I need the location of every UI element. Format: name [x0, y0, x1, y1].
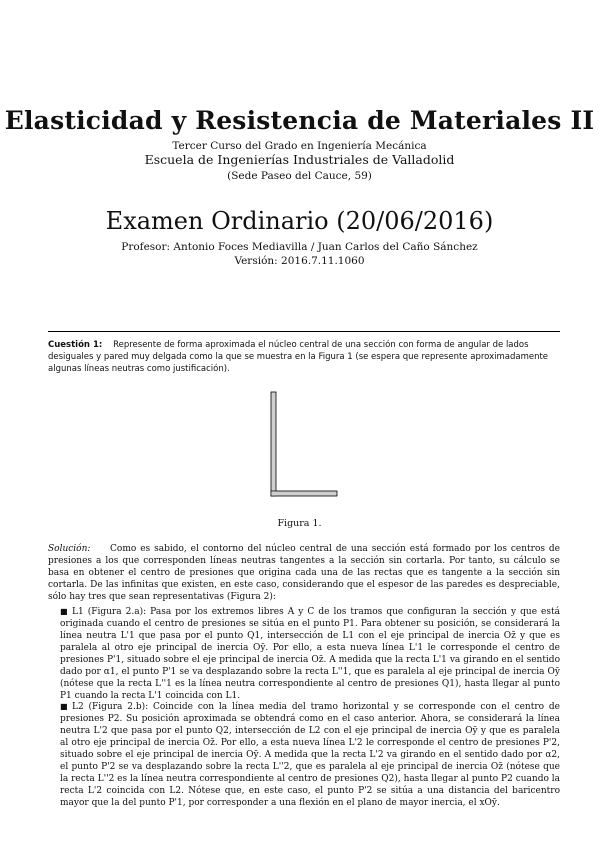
version-line: Versión: 2016.7.11.1060 [234, 255, 365, 267]
flange-corner [271, 491, 275, 495]
question-label: Cuestión 1: [48, 340, 103, 350]
document-title: Elasticidad y Resistencia de Materiales II [4, 106, 595, 135]
campus-line: (Sede Paseo del Cauce, 59) [227, 170, 372, 182]
section-divider [48, 331, 560, 332]
horizontal-flange [271, 491, 337, 496]
school-line: Escuela de Ingenierías Industriales de Valladolid [144, 152, 455, 167]
vertical-flange [271, 392, 276, 496]
list-item [60, 701, 560, 809]
exam-title: Examen Ordinario (20/06/2016) [105, 207, 494, 235]
solution-paragraph [48, 543, 560, 603]
professors-line: Profesor: Antonio Foces Mediavilla / Juan Carlos del Caño Sánchez [121, 241, 478, 253]
angle-section-figure [265, 390, 345, 500]
bullet-text-l2: L2 (Figura 2.b): Coincide con la línea media del tramo horizontal y se corresponde con el centro de presiones P2. Su posición aproximada se obtendrá como en el caso anterior. Ahora, se considerará la línea neutra L'2 que pasa por el punto Q2, intersección de L2 con el eje principal de inercia Oȳ y que es paralela al otro eje principal de inercia Oz̄. Por ello, a esta nueva línea L'2 le corresponde el centro de presiones P'2, situado sobre el eje principal de inercia Oȳ. A medida que la recta L'2 va girando en el sentido dado por α2, el punto P'2 se va desplazando sobre la recta L''2, que es paralela al eje principal de inercia Oz̄ (nótese que la recta L''2 es la línea neutra correspondiente al centro de presiones Q2), hasta llegar al punto P2 cuando la recta L'2 coincida con L2. Nótese que, en este caso, el punto P'2 se sitúa a una distancia del baricentro mayor que la del punto P'1, por corresponder a una flexión en el plano de mayor inercia, el xOȳ. [60, 702, 560, 808]
solution-label: Solución: [48, 544, 91, 554]
bullet-icon: ■ [60, 702, 68, 711]
question-text: Represente de forma aproximada el núcleo central de una sección con forma de angular de lados desiguales y pared muy delgada como la que se muestra en la Figura 1 (se espera que represente aproximadamente algunas líneas neutras como justificación). [48, 340, 549, 374]
course-line: Tercer Curso del Grado en Ingeniería Mecánica [172, 140, 427, 152]
figure-caption: Figura 1. [277, 518, 322, 529]
solution-text: Como es sabido, el contorno del núcleo central de una sección está formado por los centros de presiones a los que corresponden líneas neutras tangentes a la sección sin cortarla. Por tanto, su cálculo se basa en obtener el centro de presiones que origina cada una de las rectas que es tangente a la sección sin cortarla. De las infinitas que existen, en este caso, considerando que el espesor de las paredes es despreciable, sólo hay tres que sean representativas (Figura 2): [48, 544, 561, 602]
list-item [60, 606, 560, 702]
question-1 [48, 339, 560, 375]
bullet-text-l1: L1 (Figura 2.a): Pasa por los extremos libres A y C de los tramos que configuran la sección y que está originada cuando el centro de presiones se sitúa en el punto P1. Para obtener su posición, se considerará la línea neutra L'1 que pasa por el punto Q1, intersección de L1 con el eje principal de inercia Oz̄ y que es paralela al otro eje principal de inercia Oȳ. Por ello, a esta nueva línea L'1 le corresponde el centro de presiones P'1, situado sobre el eje principal de inercia Oz̄. A medida que la recta L'1 va girando en el sentido dado por α1, el punto P'1 se va desplazando sobre la recta L''1, que es paralela al eje principal de inercia Oȳ (nótese que la recta L''1 es la línea neutra correspondiente al centro de presiones Q1), hasta llegar al punto P1 cuando la recta L'1 coincida con L1. [60, 607, 560, 701]
bullet-icon: ■ [60, 607, 68, 616]
